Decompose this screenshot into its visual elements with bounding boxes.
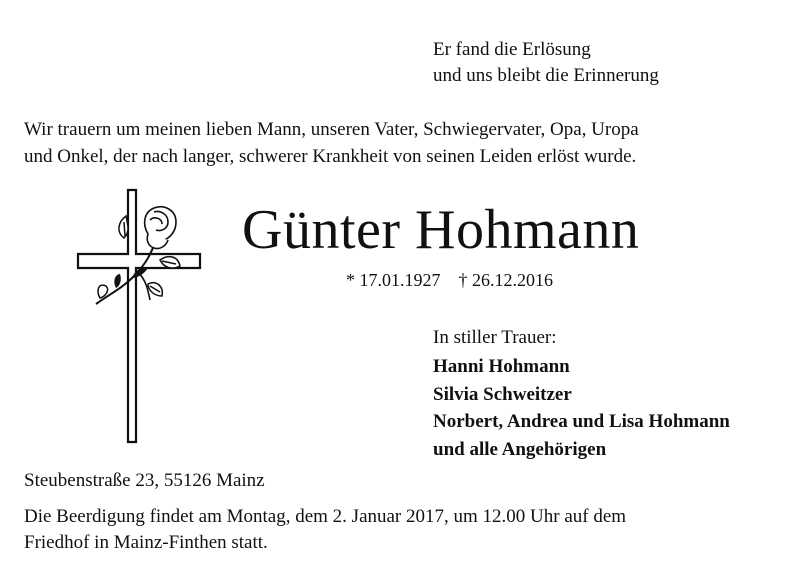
funeral-line-2: Friedhof in Mainz-Finthen statt. xyxy=(24,532,268,553)
motto-line-2: und uns bleibt die Erinnerung xyxy=(433,65,659,86)
mourner-name: und alle Angehörigen xyxy=(433,439,607,460)
motto-line-1: Er fand die Erlösung xyxy=(433,39,591,60)
death-date: † 26.12.2016 xyxy=(458,270,553,290)
mourner-name: Norbert, Andrea und Lisa Hohmann xyxy=(433,411,730,432)
intro-line-2: und Onkel, der nach langer, schwerer Krankheit von seinen Leiden erlöst wurde. xyxy=(24,146,637,167)
birth-date: * 17.01.1927 xyxy=(346,270,441,290)
life-dates xyxy=(346,269,553,291)
cross-with-rose-icon xyxy=(76,188,204,446)
deceased-name: Günter Hohmann xyxy=(242,199,640,261)
funeral-line-1: Die Beerdigung findet am Montag, dem 2. Januar 2017, um 12.00 Uhr auf dem xyxy=(24,506,627,527)
address: Steubenstraße 23, 55126 Mainz xyxy=(24,470,265,491)
mourner-name: Hanni Hohmann xyxy=(433,356,570,377)
mourners-heading: In stiller Trauer: xyxy=(433,327,557,348)
mourner-name: Silvia Schweitzer xyxy=(433,384,572,405)
intro-line-1: Wir trauern um meinen lieben Mann, unseren Vater, Schwiegervater, Opa, Uropa xyxy=(24,119,639,140)
